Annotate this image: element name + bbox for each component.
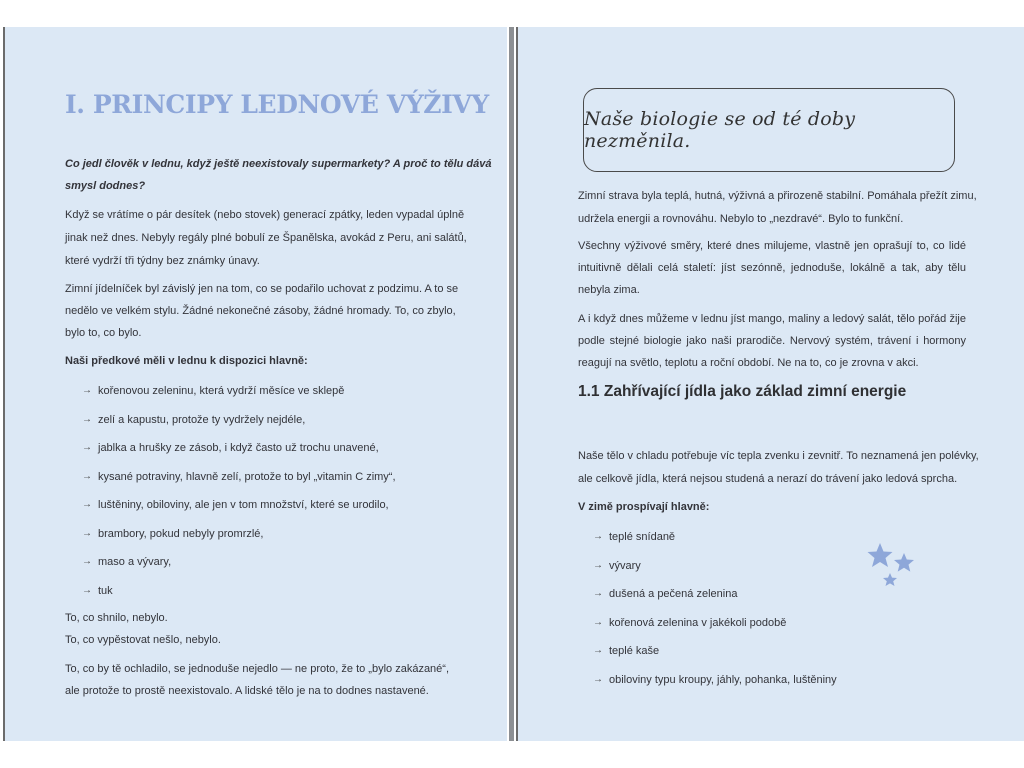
quote-box [583,88,955,172]
book-gutter [507,27,516,741]
arrow-icon: → [593,673,603,685]
star-icon [868,543,893,567]
arrow-icon: → [593,588,603,599]
para3-line-2: ale protože to prostě neexistovalo. A lidské tělo je na to dodnes nastavené. [65,685,429,697]
para2-line-3: bylo to, co bylo. [65,327,142,339]
subtitle-line-2: smysl dodnes? [65,180,146,192]
arrow-icon: → [82,413,92,425]
stars-decoration [866,541,922,591]
arrow-icon: → [593,616,603,628]
r-list-heading: V zimě prospívají hlavně: [578,501,710,513]
arrow-icon: → [82,385,92,396]
arrow-icon: → [82,584,92,596]
arrow-icon: → [593,531,603,542]
star-icon [894,553,914,572]
bottom-strip [0,741,1024,768]
para2-line-1: Zimní jídelníček byl závislý jen na tom, co se podařilo uchovat z podzimu. A to se [65,283,459,295]
arrow-icon: → [82,470,92,482]
r-para2: Všechny výživové směry, které dnes milujeme, vlastně jen oprašují to, co lidé intuitivně dělali celá staletí: jíst sezónně, jednoduše, lokálně a tak, aby tělu nebyla zima. [578,240,966,296]
list-heading: Naši předkové měli v lednu k dispozici hlavně: [65,355,308,367]
right-page: Naše biologie se od té doby nezměnila. Zimní strava byla teplá, hutná, výživná a přirozeně stabilní. Pomáhala přežít zimu, udržela energii a rovnováhu. Nebylo to „nezdravé“. Bylo to funkční. Všechny výživové směry, které dnes milujeme, vlastně jen oprašují to, co lidé intuitivně dělali celá staletí: jíst sezónně, jednoduše, lokálně a tak, aby tělu nebyla zima. A i když dnes můžeme v lednu jíst mango, maliny a ledový salát, tělo pořád žije podle stejné biologie jako naši prarodiče. Nervový systém, trávení i hormony reagují na světlo, teplotu a roční období. Ne na to, co je zrovna v akci. 1.1 Zahřívající jídla jako základ zimní energie Naše tělo v chladu potřebuje víc tepla zvenku i zevnitř. To neznamená jen polévky, ale celkově jídla, která nejsou studená a nerazí do trávení jako ledová sprcha. V zimě prospívají hlavně: → teplé snídaně → vývary → dušená a pečená zelenina → kořenová zelenina v jakékoli podobě → teplé kaše → obiloviny typu kroupy, jáhly, pohanka, luštěniny [516,27,1024,741]
r-para1-line-1: Zimní strava byla teplá, hutná, výživná a přirozeně stabilní. Pomáhala přežít zimu, [578,190,977,202]
arrow-icon: → [593,559,603,571]
r-para1-line-2: udržela energii a rovnováhu. Nebylo to „nezdravé“. Bylo to funkční. [578,213,904,225]
subtitle-line-1: Co jedl člověk v lednu, když ještě neexistovaly supermarkety? A proč to tělu dává [65,158,492,170]
r-para4-line-2: ale celkově jídla, která nejsou studená a nerazí do trávení jako ledová sprcha. [578,473,958,485]
chapter-title: I. PRINCIPY LEDNOVÉ VÝŽIVY [65,90,489,119]
quote-text: Naše biologie se od té doby nezměnila. [584,108,856,152]
star-icon [883,573,897,586]
r-para3: A i když dnes můžeme v lednu jíst mango, maliny a ledový salát, tělo pořád žije podle stejné biologie jako naši prarodiče. Nervový systém, trávení i hormony reagují na světlo, teplotu a roční období. Ne na to, co je zrovna v akci. [578,313,966,369]
arrow-icon: → [593,645,603,656]
r-para4-line-1: Naše tělo v chladu potřebuje víc tepla zvenku i zevnitř. To neznamená jen polévky, [578,450,979,462]
arrow-icon: → [82,442,92,453]
arrow-icon: → [82,527,92,539]
arrow-icon: → [82,556,92,567]
closing-line-2: To, co vypěstovat nešlo, nebylo. [65,634,221,646]
para2-line-2: nedělo ve velkém stylu. Žádné nekonečné zásoby, žádné hromady. To, co zbylo, [65,305,456,317]
para3-line-1: To, co by tě ochladilo, se jednoduše nejedlo — ne proto, že to „bylo zakázané“, [65,663,450,675]
left-page: I. PRINCIPY LEDNOVÉ VÝŽIVY Co jedl člověk v lednu, když ještě neexistovaly supermarkety? A proč to tělu dává smysl dodnes? Když se vrátíme o pár desítek (nebo stovek) generací zpátky, leden vypadal úplně jinak než dnes. Nebyly regály plné bobulí ze Španělska, avokád z Peru, ani salátů, které vydrží tři týdny bez známky únavy. Zimní jídelníček byl závislý jen na tom, co se podařilo uchovat z podzimu. A to se nedělo ve velkém stylu. Žádné nekonečné zásoby, žádné hromady. To, co zbylo, bylo to, co bylo. Naši předkové měli v lednu k dispozici hlavně: → kořenovou zeleninu, která vydrží měsíce ve sklepě → zelí a kapustu, protože ty vydržely nejdéle, → jablka a hrušky ze zásob, i když často už trochu unavené, → kysané potraviny, hlavně zelí, protože to byl „vitamin C zimy“, → luštěniny, obiloviny, ale jen v tom množství, které se urodilo, → brambory, pokud nebyly promrzlé, → maso a vývary, → tuk To, co shnilo, nebylo. To, co vypěstovat nešlo, nebylo. To, co by tě ochladilo, se jednoduše nejedlo — ne proto, že to „bylo zakázané“, ale protože to prostě neexistovalo. A lidské tělo je na to dodnes nastavené. [3,27,507,741]
para1-line-2: jinak než dnes. Nebyly regály plné bobulí ze Španělska, avokád z Peru, ani salátů, [65,232,467,244]
arrow-icon: → [82,499,92,510]
section-heading: 1.1 Zahřívající jídla jako základ zimní energie [578,383,907,400]
para1-line-1: Když se vrátíme o pár desítek (nebo stovek) generací zpátky, leden vypadal úplně [65,209,465,221]
para1-line-3: které vydrží tři týdny bez známky únavy. [65,255,260,267]
closing-line-1: To, co shnilo, nebylo. [65,612,168,624]
